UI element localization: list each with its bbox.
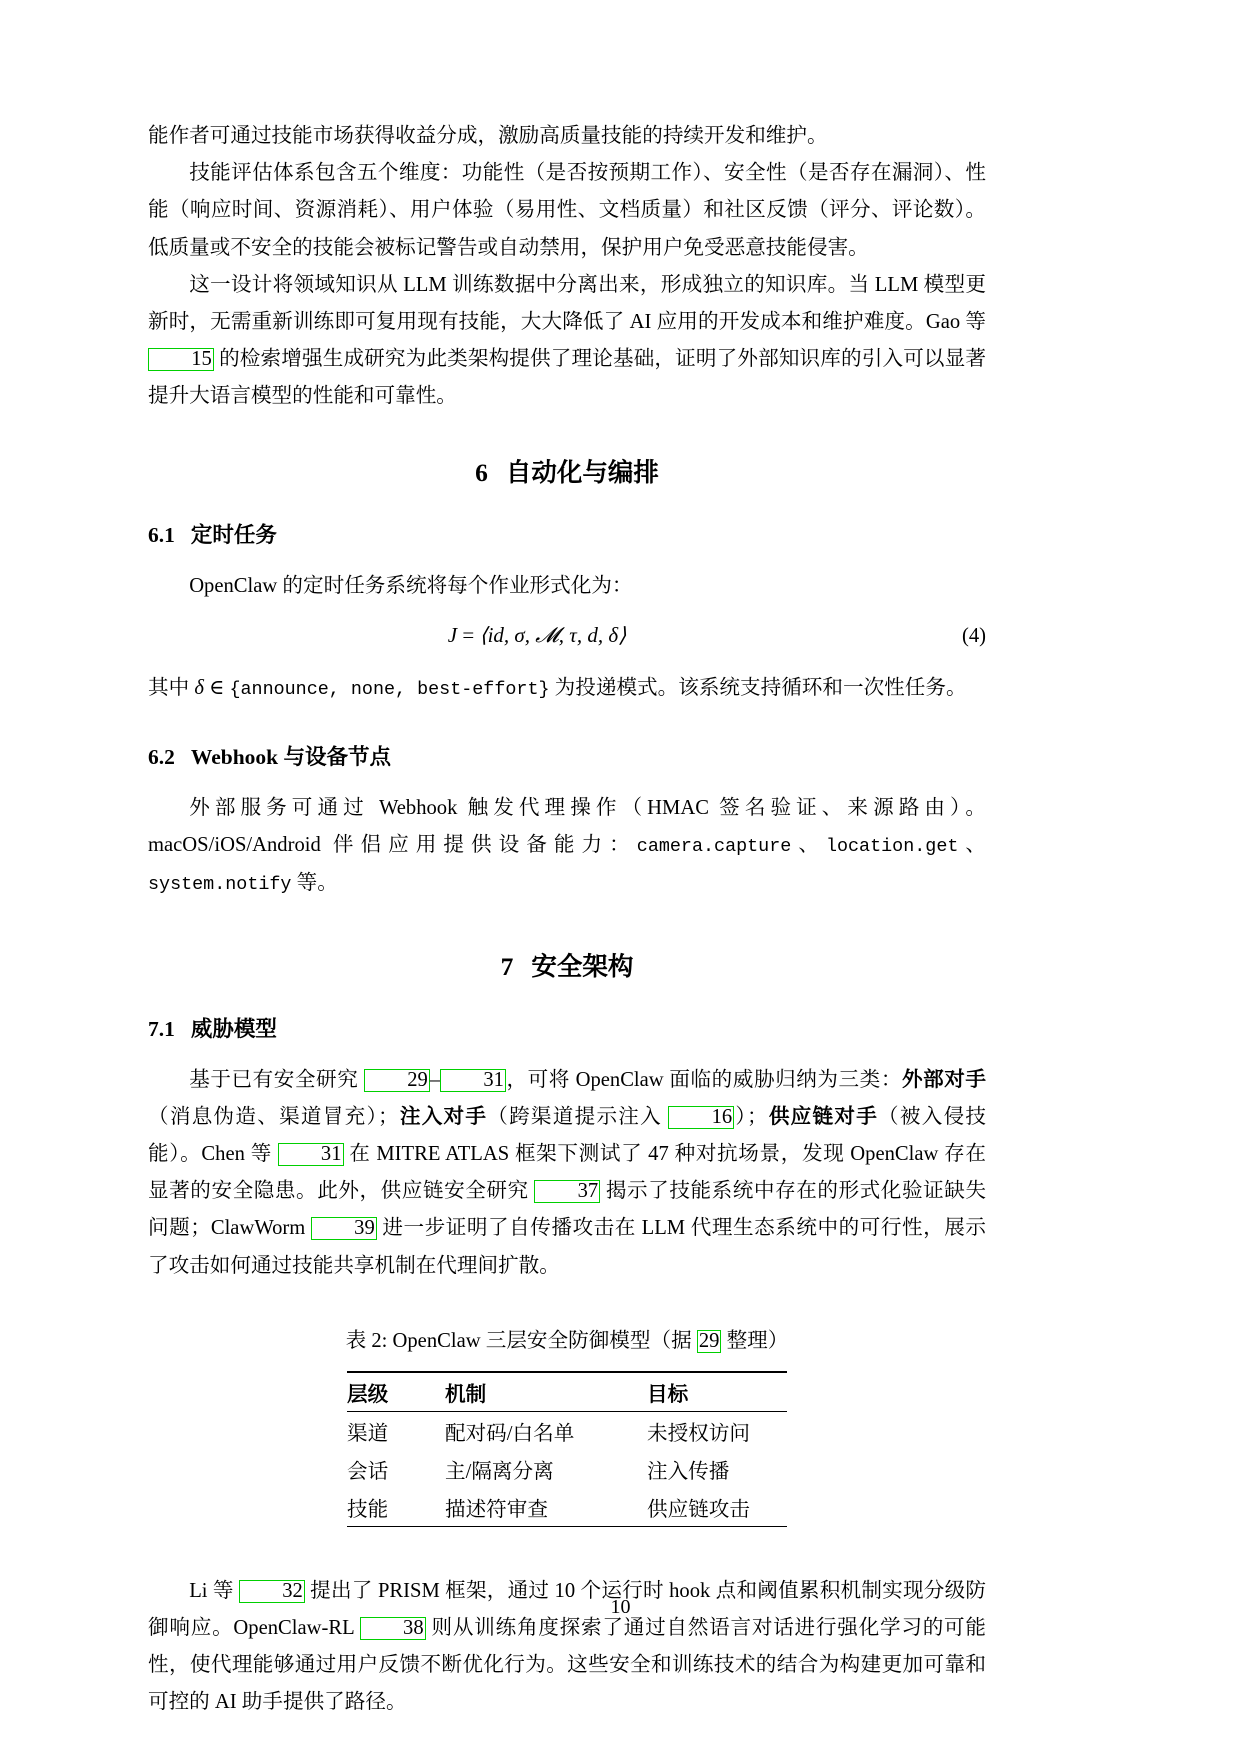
threat-text-9: 进一步证明了自传播攻击在 LLM 代理生态系统中的可行性，展示了攻击如何通过技能共享机制在代理间扩散。: [148, 1217, 986, 1277]
citation-31-chen[interactable]: 31: [278, 1143, 344, 1166]
paragraph-knowledge-separation: [148, 267, 986, 416]
table-2-caption-text-b: 整理）: [721, 1329, 789, 1352]
table-row: [347, 1488, 787, 1527]
paragraph-cron-lead: OpenClaw 的定时任务系统将每个作业形式化为：: [189, 574, 633, 597]
paragraph-knowledge-separation-text-a: 这一设计将领域知识从 LLM 训练数据中分离出来，形成独立的知识库。当 LLM 模型更新时，无需重新训练即可复用现有技能，大大降低了 AI 应用的开发成本和维护难度。Gao 等: [148, 273, 986, 334]
subsection-heading-7-1: [148, 1014, 986, 1044]
equation-4: [148, 623, 986, 648]
delivery-modes-text-a: 其中: [148, 676, 195, 699]
citation-39[interactable]: 39: [311, 1217, 377, 1240]
table-row: [347, 1450, 787, 1488]
table-2-caption-text-a: 表 2: OpenClaw 三层安全防御模型（据: [345, 1329, 697, 1352]
threat-text-5: ）；: [734, 1105, 768, 1128]
paragraph-threat-model: [148, 1062, 986, 1285]
citation-15[interactable]: 15: [148, 348, 214, 371]
subsection-title-6-2: Webhook 与设备节点: [190, 745, 391, 770]
section-heading-7: [148, 950, 986, 984]
section-number-6: 6: [475, 457, 488, 487]
table-header-layer: 层级: [347, 1372, 445, 1412]
section-title-6: 自动化与编排: [505, 457, 659, 487]
equation-4-lhs: J: [447, 622, 458, 647]
api-system-notify: system.notify: [148, 874, 292, 896]
paragraph-delivery-modes: [148, 670, 986, 708]
threat-text-8: 揭示了技能系统中存在的形式化验证缺失问题；ClawWorm: [148, 1180, 986, 1240]
table-header-row: [347, 1372, 787, 1412]
citation-29-table[interactable]: 29: [698, 1329, 720, 1352]
prism-text-2: 提出了 PRISM 框架，通过 10 个运行时 hook 点和阈值累积机制实现分级防御响应。OpenClaw-RL: [148, 1579, 986, 1640]
subsection-number-6-2: 6.2: [148, 745, 175, 770]
webhook-text-a: 外部服务可通过 Webhook 触发代理操作（HMAC 签名验证、来源路由）。macOS/iOS/Android 伴侣应用提供设备能力：: [148, 797, 986, 857]
table-cell-target: 供应链攻击: [647, 1498, 750, 1521]
threat-text-3: （消息伪造、渠道冒充）；: [148, 1105, 399, 1128]
section-number-7: 7: [500, 951, 514, 981]
threat-text-1: 基于已有安全研究: [189, 1068, 365, 1091]
section-title-7: 安全架构: [531, 951, 634, 981]
citation-range-dash: –: [429, 1068, 441, 1091]
table-cell-target: 注入传播: [647, 1460, 730, 1483]
citation-37[interactable]: 37: [534, 1180, 600, 1203]
table-2-body: [347, 1411, 787, 1526]
citation-32[interactable]: 32: [239, 1580, 305, 1603]
prism-text-3: 则从训练角度探索了通过自然语言对话进行强化学习的可能性，使代理能够通过用户反馈不断优化行为。这些安全和训练技术的结合为构建更加可靠和可控的 AI 助手提供了路径。: [148, 1617, 986, 1714]
subsection-number-7-1: 7.1: [148, 1016, 175, 1041]
table-2-caption: [148, 1325, 986, 1357]
subsection-title-6-1: 定时任务: [190, 522, 277, 547]
section-heading-6: [148, 456, 986, 490]
delivery-modes-set: {announce, none, best-effort}: [229, 678, 550, 700]
equation-4-body: [448, 623, 627, 648]
delivery-modes-text-b: 为投递模式。该系统支持循环和一次性任务。: [549, 676, 967, 699]
subsection-title-7-1: 威胁模型: [190, 1016, 277, 1041]
table-cell-layer: 会话: [347, 1460, 389, 1483]
table-cell-mechanism: 配对码/白名单: [445, 1411, 647, 1450]
delivery-modes-delta: δ: [194, 676, 204, 699]
table-2: [347, 1371, 787, 1527]
table-cell-layer: 技能: [347, 1498, 389, 1521]
paragraph-knowledge-separation-text-b: 的检索增强生成研究为此类架构提供了理论基础，证明了外部知识库的引入可以显著提升大语言模型的性能和可靠性。: [148, 348, 986, 408]
paragraph-webhook: [148, 790, 986, 904]
paragraph-skill-market: 能作者可通过技能市场获得收益分成，激励高质量技能的持续开发和维护。: [148, 125, 828, 147]
subsection-heading-6-2: [148, 742, 986, 772]
threat-text-4: （跨渠道提示注入: [487, 1105, 669, 1128]
subsection-number-6-1: 6.1: [148, 522, 175, 547]
table-2-wrapper: [148, 1371, 986, 1527]
equation-4-relation: =: [462, 622, 475, 647]
page-number: 10: [610, 1596, 631, 1618]
table-cell-layer: 渠道: [347, 1411, 445, 1450]
threat-actor-external: 外部对手: [901, 1068, 986, 1091]
equation-4-tag: (4): [962, 624, 987, 647]
paragraph-skill-evaluation: 技能评估体系包含五个维度：功能性（是否按预期工作）、安全性（是否存在漏洞）、性能（响应时间、资源消耗）、用户体验（易用性、文档质量）和社区反馈（评分、评论数）。低质量或不安全的技能会被标记警告或自动禁用，保护用户免受恶意技能侵害。: [148, 162, 986, 259]
equation-4-rhs: ⟨id, σ, 𝓜, τ, d, δ⟩: [479, 622, 627, 647]
webhook-text-b: 等。: [291, 872, 338, 895]
table-header-mechanism: 机制: [445, 1372, 647, 1412]
table-row: [347, 1411, 787, 1450]
table-cell-target: 未授权访问: [647, 1411, 787, 1450]
citation-31[interactable]: 31: [440, 1069, 506, 1092]
delivery-modes-in: ∈: [203, 676, 230, 699]
threat-text-2: ，可将 OpenClaw 面临的威胁归纳为三类：: [505, 1068, 902, 1091]
table-2-head: [347, 1372, 787, 1412]
threat-actor-supply-chain: 供应链对手: [767, 1105, 879, 1128]
subsection-heading-6-1: [148, 520, 986, 550]
table-header-target: 目标: [647, 1372, 787, 1412]
threat-text-7: 在 MITRE ATLAS 框架下测试了 47 种对抗场景，发现 OpenClaw 存在显著的安全隐患。此外，供应链安全研究: [148, 1143, 987, 1203]
table-cell-mechanism: 描述符审查: [445, 1498, 548, 1521]
api-camera-capture: camera.capture: [636, 836, 792, 858]
api-location-get: location.get: [825, 836, 959, 858]
page-content: [148, 118, 986, 1722]
threat-text-6: （被入侵技能）。Chen 等: [148, 1105, 987, 1166]
prism-text-1: Li 等: [189, 1579, 240, 1602]
api-separator-2: 、: [958, 834, 987, 857]
citation-38[interactable]: 38: [360, 1617, 426, 1640]
api-separator-1: 、: [791, 834, 826, 857]
threat-actor-injection: 注入对手: [398, 1105, 488, 1128]
citation-16[interactable]: 16: [668, 1106, 734, 1129]
table-cell-mechanism: 主/隔离分离: [445, 1460, 554, 1483]
citation-29[interactable]: 29: [364, 1069, 430, 1092]
